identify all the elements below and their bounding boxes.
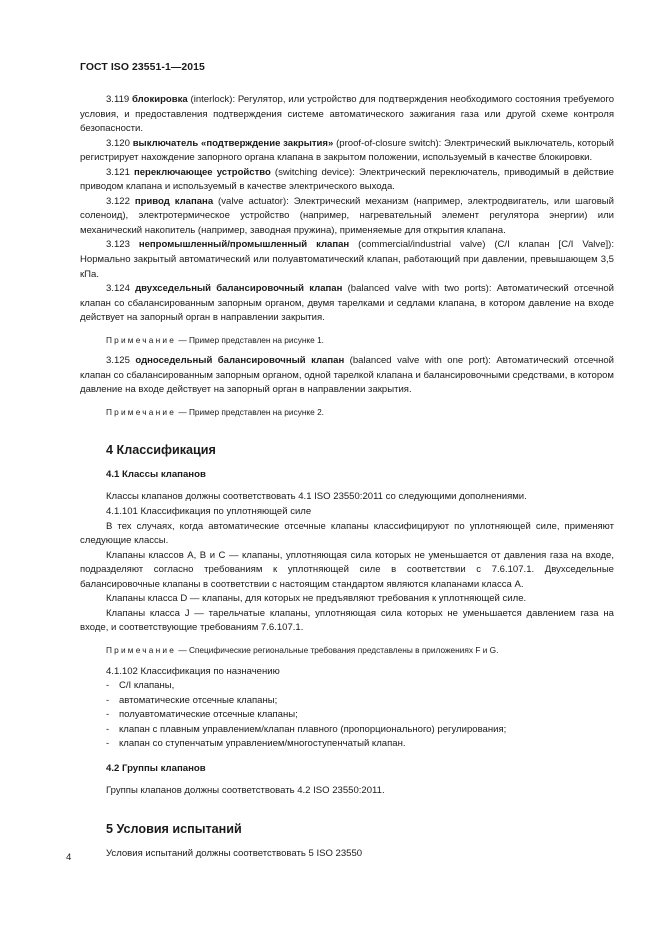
paragraph-4-1-101-intro: В тех случаях, когда автоматические отсечные клапаны классифицируют по уплотняющей силе, применяют следующие классы. xyxy=(80,520,614,547)
note-figure-2: Примечание — Пример представлен на рисунке 2. xyxy=(106,406,324,417)
subsection-4-2-title: 4.2 Группы клапанов xyxy=(106,762,206,774)
list-item: - клапан со ступенчатым управлением/многоступенчатый клапан. xyxy=(106,738,406,750)
definition-3-123: 3.123 непромышленный/промышленный клапан (commercial/industrial valve) (С/I клапан [C/I Valve]): Нормально закрытый автоматический или полуавтоматический клапан, работающий при давлении, превышающем 3,5 кПа. xyxy=(80,239,614,280)
note-regional-requirements: Примечание — Специфические региональные требования представлены в приложениях F и G. xyxy=(106,644,499,655)
subsection-4-1-title: 4.1 Классы клапанов xyxy=(106,469,206,481)
definition-3-119: 3.119 блокировка (interlock): Регулятор, или устройство для подтверждения необходимого состояния требуемого условия, и предоставления подтверждения системе автоматического зажигания газа или другой схеме контроля безопасности. xyxy=(80,94,614,135)
paragraph-5: Условия испытаний должны соответствовать 5 ISO 23550 xyxy=(106,848,363,860)
definition-3-124: 3.124 двухседельный балансировочный клапан (balanced valve with two ports): Автоматический отсечной клапан со сбалансированным запорным органом, двумя тарелками и седлами клапана, в котором давление на входе действует на запорный орган в направлении закрытия. xyxy=(80,283,614,324)
definition-3-122: 3.122 привод клапана (valve actuator): Электрический механизм (например, электродвигатель, или шаговый соленоид), электротермическое устройство (например, нагревательный элемент регулятора энергии) или механический накопитель (например, заводная пружина), применяемые для открытия клапана. xyxy=(80,195,614,236)
list-item: - автоматические отсечные клапаны; xyxy=(106,694,278,706)
paragraph-4-2: Группы клапанов должны соответствовать 4.2 ISO 23550:2011. xyxy=(106,784,385,796)
section-5-title: 5 Условия испытаний xyxy=(106,822,242,837)
note-figure-1: Примечание — Пример представлен на рисунке 1. xyxy=(106,334,324,345)
page-content xyxy=(80,93,614,862)
paragraph-4-1-intro: Классы клапанов должны соответствовать 4.1 ISO 23550:2011 со следующими дополнениями. xyxy=(106,491,527,503)
paragraph-class-j: Клапаны класса J — тарельчатые клапаны, уплотняющая сила которых не уменьшается давлением газа на входе, и соответствующие требованиям 7.6.107.1. xyxy=(80,607,614,634)
list-item: - полуавтоматические отсечные клапаны; xyxy=(106,709,298,721)
definition-3-121: 3.121 переключающее устройство (switching device): Электрический переключатель, приводимый в действие приводом клапана и используемый в качестве электрического выхода. xyxy=(80,166,614,193)
list-item: - С/I клапаны, xyxy=(106,680,175,692)
section-4-title: 4 Классификация xyxy=(106,443,216,458)
paragraph-class-d: Клапаны класса D — клапаны, для которых не предъявляют требования к уплотняющей силе. xyxy=(106,593,527,605)
page-number: 4 xyxy=(66,852,72,863)
definition-3-120: 3.120 выключатель «подтверждение закрытия» (proof-of-closure switch): Электрический выключатель, который регистрирует нахождение запорного органа клапана в закрытом положении, используемый в качестве блокировки. xyxy=(80,137,614,164)
paragraph-4-1-101-heading: 4.1.101 Классификация по уплотняющей силе xyxy=(106,506,312,518)
document-header: ГОСТ ISO 23551-1—2015 xyxy=(80,62,205,73)
paragraph-classes-abc: Клапаны классов А, В и С — клапаны, уплотняющая сила которых не уменьшается от давления газа на входе, подразделяют согласно требованиям к уплотняющей силе в соответствии с 7.6.107.1. Двухседельные балансировочные клапаны в соответствии с настоящим стандартом являются клапанами класса А. xyxy=(80,549,614,590)
list-item: - клапан с плавным управлением/клапан плавного (пропорционального) регулирования; xyxy=(106,723,507,735)
purpose-list xyxy=(80,679,614,752)
paragraph-4-1-102-heading: 4.1.102 Классификация по назначению xyxy=(106,665,280,677)
definition-3-125: 3.125 односедельный балансировочный клапан (balanced valve with one port): Автоматический отсечной клапан со сбалансированным запорным органом, одной тарелкой клапана и балансировочными средствами, в котором давление на входе действует на запорный орган в направлении закрытия. xyxy=(80,355,614,396)
